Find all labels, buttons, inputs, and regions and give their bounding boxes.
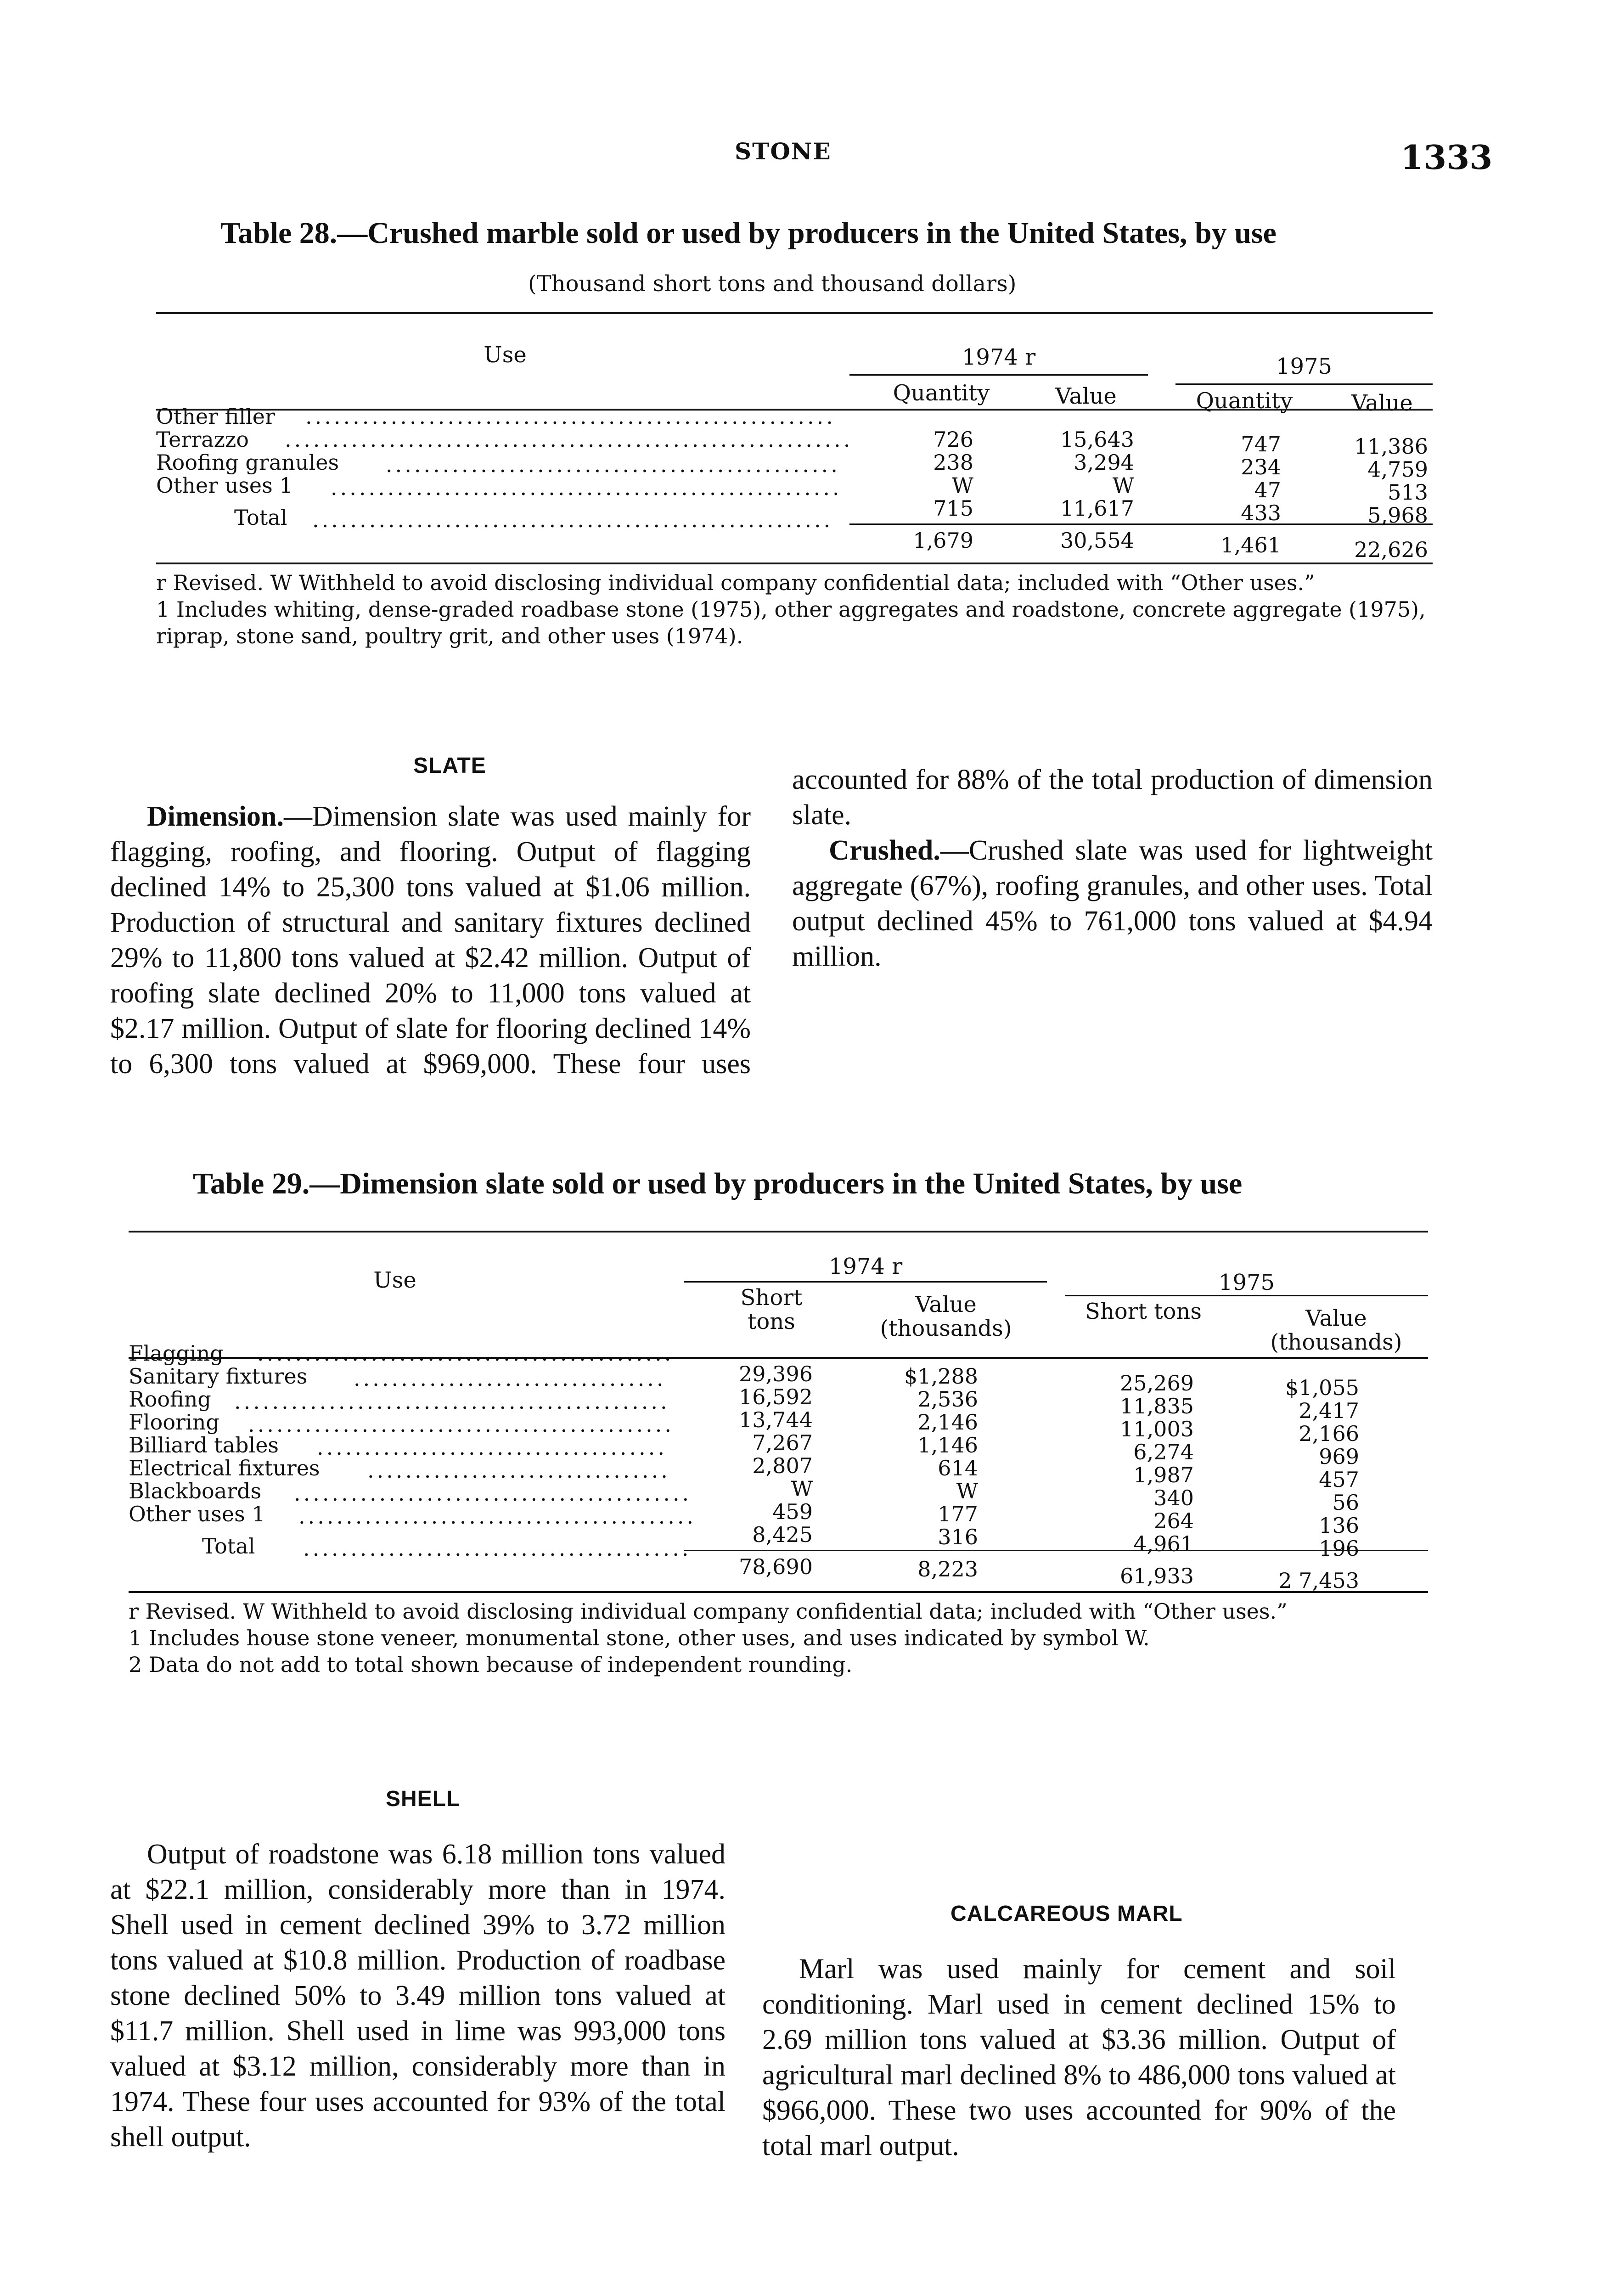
- running-head: STONE: [735, 138, 832, 165]
- section-heading-slate: SLATE: [413, 754, 486, 778]
- table29-cell: 177: [938, 1502, 978, 1526]
- table29-cell: 136: [1319, 1513, 1359, 1538]
- table28-cell: 234: [1241, 455, 1281, 479]
- table29-cell: 56: [1332, 1490, 1359, 1515]
- table29-cell: 1,146: [917, 1433, 978, 1458]
- table28-1974-rule: [849, 374, 1148, 376]
- table28-cell: W: [1112, 473, 1134, 498]
- table28-row-use: Other uses 1: [156, 473, 293, 498]
- table28-cell: 1,461: [1220, 533, 1281, 557]
- table29-cell: 11,835: [1120, 1394, 1194, 1418]
- table29-footnotes: [129, 1598, 1428, 1678]
- table28-cell: 22,626: [1354, 537, 1428, 562]
- table28-header-1974: 1974 r: [962, 344, 1036, 370]
- leader-dots: ..........................................: [294, 1481, 692, 1506]
- table29-cell: 2,166: [1299, 1421, 1359, 1446]
- table28-bottom-rule: [156, 563, 1433, 564]
- table28-cell: 5,968: [1367, 503, 1428, 528]
- table29-cell: 1,987: [1133, 1463, 1194, 1487]
- footnote: 1 Includes whiting, dense-graded roadbase stone (1975), other aggregates and roadstone, concrete aggregate (1975), riprap, stone sand, poultry grit, and other uses (1974).: [156, 597, 1426, 648]
- table28-cell: 11,386: [1354, 434, 1428, 459]
- table29-cell: 2 7,453: [1278, 1568, 1359, 1593]
- page-number: 1333: [1400, 138, 1493, 177]
- footnote: 1 Includes house stone veneer, monumental stone, other uses, and uses indicated by symbol W.: [129, 1626, 1150, 1650]
- table29-cell: 459: [772, 1499, 813, 1524]
- slate-text: [110, 762, 1433, 1111]
- table29-header-val-1975: Value (thousands): [1270, 1306, 1402, 1355]
- table28-cell: 47: [1254, 478, 1281, 502]
- table29-bottom-rule: [129, 1591, 1428, 1593]
- leader-dots: ......................................................: [331, 475, 842, 500]
- table29-cell: 2,146: [917, 1410, 978, 1435]
- leader-dots: ................................: [367, 1458, 670, 1483]
- marl-text: [762, 1952, 1396, 2164]
- table29-cell: 614: [938, 1456, 978, 1480]
- table28-cell: 4,759: [1367, 457, 1428, 482]
- table28-row-use: Roofing granules: [156, 450, 339, 475]
- leader-dots: ............................................: [257, 1341, 674, 1366]
- table29-header-1975: 1975: [1218, 1270, 1275, 1295]
- table28-cell: W: [951, 473, 973, 498]
- crushed-text: —Crushed slate was used for lightweight aggregate (67%), roofing granules, and other uses. Total output declined 45% to 761,000 tons valued at $4.94 million.: [792, 835, 1433, 972]
- table29-cell: 2,807: [752, 1453, 813, 1478]
- table29-total-rule: [684, 1550, 1428, 1551]
- table29-cell: 8,223: [917, 1557, 978, 1581]
- table28-row-use: Total: [234, 505, 287, 530]
- table29-top-rule: [129, 1231, 1428, 1232]
- table29-row-use: Blackboards: [129, 1479, 262, 1503]
- table29-header-tons-1975: Short tons: [1085, 1299, 1202, 1324]
- table28-row-use: Other filler: [156, 404, 275, 429]
- table28-cell: 433: [1241, 501, 1281, 525]
- table29-cell: 4,961: [1133, 1531, 1194, 1556]
- section-heading-marl: CALCAREOUS MARL: [950, 1902, 1183, 1926]
- leader-dots: .................................: [354, 1366, 666, 1391]
- leader-dots: .......................................................: [312, 507, 833, 532]
- footnote: r Revised. W Withheld to avoid disclosing individual company confidential data; included with “Other uses.”: [129, 1599, 1288, 1624]
- table28-title: Table 28.—Crushed marble sold or used by producers in the United States, by use: [220, 216, 1277, 250]
- table28-header-qty-1975: Quantity: [1196, 388, 1293, 414]
- leader-dots: ........................................................: [305, 404, 836, 429]
- table29-cell: 25,269: [1120, 1371, 1194, 1396]
- leader-dots: ..........................................: [298, 1504, 697, 1529]
- table29-header-use: Use: [373, 1267, 416, 1293]
- marl-paragraph: Marl was used mainly for cement and soil conditioning. Marl used in cement declined 15% to 2.69 million tons valued at $3.36 million. Output of agricultural marl declined 8% to 486,000 tons valued at $966,000. These two uses accounted for 90% of the total marl output.: [762, 1953, 1396, 2161]
- table29-row-use: Flagging: [129, 1341, 224, 1366]
- table29-row-use: Electrical fixtures: [129, 1456, 320, 1480]
- footnote: r Revised. W Withheld to avoid disclosing individual company confidential data; included with “Other uses.”: [156, 570, 1315, 595]
- table28-cell: 15,643: [1060, 427, 1134, 452]
- table29-cell: $1,288: [904, 1364, 978, 1389]
- leader-dots: ................................................: [386, 452, 840, 477]
- leader-dots: .............................................: [248, 1412, 674, 1437]
- table29-cell: 61,933: [1120, 1564, 1194, 1588]
- shell-text-left: [110, 1837, 725, 2155]
- table29-row-use: Flooring: [129, 1410, 219, 1435]
- table28-cell: 238: [933, 450, 973, 475]
- table28-header-val-1974: Value: [1055, 383, 1117, 409]
- table28-subtitle: (Thousand short tons and thousand dollars): [528, 271, 1017, 297]
- table29-header-1974: 1974 r: [828, 1254, 903, 1279]
- table28-top-rule: [156, 312, 1433, 314]
- table29-cell: 969: [1319, 1444, 1359, 1469]
- table29-cell: 264: [1153, 1508, 1194, 1533]
- table28-cell: 715: [933, 496, 973, 521]
- table28-cell: 513: [1388, 480, 1428, 505]
- table29-cell: 7,267: [752, 1430, 813, 1455]
- table28-cell: 747: [1241, 432, 1281, 456]
- table28-1975-rule: [1175, 383, 1433, 385]
- table29-row-use: Billiard tables: [129, 1433, 279, 1458]
- table29-cell: 457: [1319, 1467, 1359, 1492]
- dimension-lead: Dimension.: [147, 801, 284, 832]
- table29-row-use: Other uses 1: [129, 1502, 265, 1526]
- footnote: 2 Data do not add to total shown because of independent rounding.: [129, 1652, 853, 1677]
- leader-dots: .........................................: [303, 1536, 692, 1561]
- slate-crushed-paragraph: [792, 833, 1433, 974]
- table29-cell: 340: [1153, 1486, 1194, 1510]
- table29-row-use: Total: [202, 1534, 255, 1559]
- table28-header-qty-1974: Quantity: [893, 380, 990, 406]
- table29-cell: $1,055: [1285, 1375, 1359, 1400]
- table28-header-1975: 1975: [1276, 354, 1333, 379]
- table29-cell: 11,003: [1120, 1417, 1194, 1441]
- table28-cell: 1,679: [913, 528, 973, 553]
- table29-1975-rule: [1065, 1295, 1428, 1296]
- table29-cell: W: [956, 1479, 978, 1503]
- shell-paragraph: Output of roadstone was 6.18 million tons valued at $22.1 million, considerably more than in 1974. Shell used in cement declined 39% to 3.72 million tons valued at $10.8 million. Production of roadbase stone declined 50% to 3.49 million tons valued at $11.7 million. Shell used in lime was 993,000 tons valued at $3.12 million, considerably more than in 1974. These four uses accounted for 93% of the total shell output.: [110, 1839, 725, 2153]
- table29-cell: 2,417: [1299, 1398, 1359, 1423]
- table28-total-rule: [849, 523, 1433, 525]
- table29-header-tons-1974: Short tons: [740, 1285, 803, 1334]
- table29-cell: 316: [938, 1525, 978, 1549]
- crushed-lead: Crushed.: [829, 835, 940, 866]
- table29-cell: 29,396: [739, 1362, 813, 1386]
- table29-row-use: Roofing: [129, 1387, 211, 1412]
- table28-cell: 726: [933, 427, 973, 452]
- table29-cell: 8,425: [752, 1522, 813, 1547]
- table29-header-val-1974: Value (thousands): [880, 1292, 1012, 1341]
- table29-1974-rule: [684, 1281, 1047, 1283]
- table29-cell: 6,274: [1133, 1440, 1194, 1464]
- leader-dots: ..............................................: [234, 1389, 670, 1414]
- table28-cell: 3,294: [1074, 450, 1134, 475]
- table28-row-use: Terrazzo: [156, 427, 249, 452]
- table29-cell: 16,592: [739, 1384, 813, 1409]
- table28-cell: 11,617: [1060, 496, 1134, 521]
- table29-title: Table 29.—Dimension slate sold or used by producers in the United States, by use: [193, 1167, 1243, 1200]
- table28-header-val-1975: Value: [1351, 390, 1413, 416]
- section-heading-shell: SHELL: [386, 1787, 461, 1811]
- table29-cell: 78,690: [739, 1554, 813, 1579]
- dimension-text: —Dimension slate was used mainly for flagging, roofing, and flooring. Output of flagging declined 14% to 25,300 tons valued at $1.06 million. Production of structural and sanitary fixtures declined 29% to 11,800 tons valued at $2.42 million. Output of roofing slate declined 20% to 11,000 tons valued at $2.17 million. Output of slate for flooring declined 14% to 6,300 tons valued at $969,000. These four uses accounted for 88% of the total production of dimension slate.: [110, 764, 1433, 1080]
- table29-row-use: Sanitary fixtures: [129, 1364, 308, 1389]
- table28-header-use: Use: [484, 342, 527, 368]
- table28-footnotes: [156, 569, 1433, 649]
- table29-cell: 13,744: [739, 1407, 813, 1432]
- leader-dots: .....................................: [317, 1435, 668, 1460]
- leader-dots: ............................................................: [285, 427, 853, 452]
- table29-cell: 2,536: [917, 1387, 978, 1412]
- table28-cell: 30,554: [1060, 528, 1134, 553]
- table29-cell: 196: [1319, 1536, 1359, 1561]
- table29-cell: W: [791, 1476, 813, 1501]
